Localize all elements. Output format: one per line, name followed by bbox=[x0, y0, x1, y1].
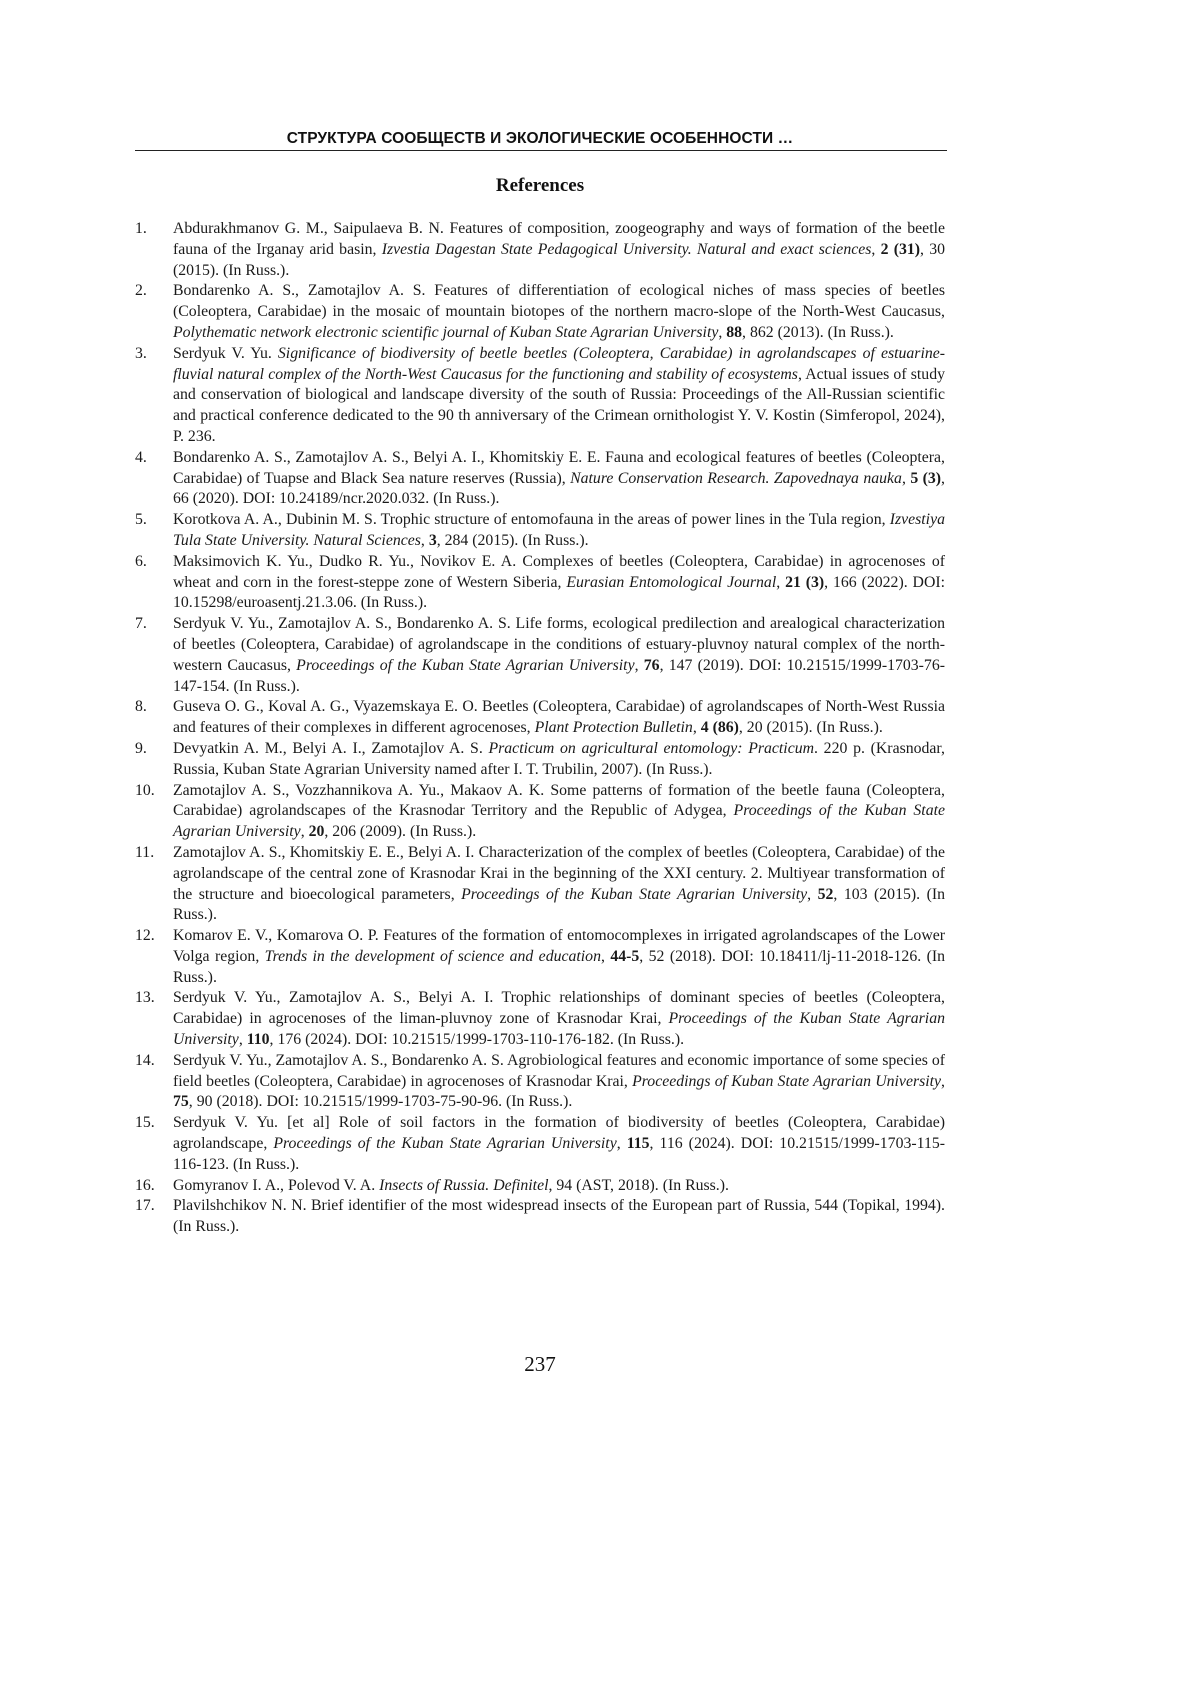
reference-volume: 76 bbox=[644, 657, 660, 674]
reference-text-segment: , bbox=[807, 886, 817, 903]
reference-text-segment: , bbox=[301, 823, 309, 840]
reference-item bbox=[135, 988, 945, 1050]
reference-source-title: Significance of biodiversity of beetle beetles (Coleoptera, Carabidae) in agrolandscapes of estuarine-fluvial natural complex of the North-West Caucasus for the functioning and stability of ecosystems bbox=[173, 345, 945, 383]
reference-item bbox=[135, 448, 945, 510]
reference-number: 13. bbox=[135, 988, 155, 1009]
reference-text-segment: Bondarenko A. S., Zamotajlov A. S. Features of differentiation of ecological niches of mass species of beetles (Coleoptera, Carabidae) in the mosaic of mountain biotopes of the northern macro-slope of the North-West Caucasus, bbox=[173, 282, 945, 320]
reference-volume: 110 bbox=[247, 1031, 270, 1048]
reference-volume: 3 bbox=[429, 532, 437, 549]
reference-number: 16. bbox=[135, 1176, 155, 1197]
reference-item bbox=[135, 739, 945, 781]
reference-volume: 21 (3) bbox=[785, 574, 824, 591]
reference-source-title: Proceedings of the Kuban State Agrarian University bbox=[461, 886, 807, 903]
reference-item bbox=[135, 344, 945, 448]
reference-source-title: Proceedings of the Kuban State Agrarian University bbox=[173, 802, 945, 840]
reference-text bbox=[173, 989, 945, 1048]
reference-list bbox=[135, 219, 945, 1238]
reference-text-segment: Abdurakhmanov G. M., Saipulaeva B. N. Features of composition, zoogeography and ways of formation of the beetle fauna of the Irganay arid basin, bbox=[173, 220, 945, 258]
reference-source-title: Proceedings of the Kuban State Agrarian University bbox=[296, 657, 634, 674]
reference-volume: 4 (86) bbox=[701, 719, 739, 736]
reference-volume: 20 bbox=[309, 823, 325, 840]
reference-volume: 44-5 bbox=[610, 948, 639, 965]
reference-source-title: Proceedings of the Kuban State Agrarian University bbox=[273, 1135, 616, 1152]
reference-item bbox=[135, 1113, 945, 1175]
reference-text-segment: , bbox=[635, 657, 644, 674]
reference-item bbox=[135, 281, 945, 343]
reference-text-segment: Zamotajlov A. S., Khomitskiy E. E., Belyi A. I. Characterization of the complex of beetles (Coleoptera, Carabidae) of the agrolandscape of the central zone of Krasnodar Krai in the beginning of the XXI century. 2. Multiyear transformation of the structure and bioecological parameters, bbox=[173, 844, 945, 903]
reference-number: 5. bbox=[135, 510, 147, 531]
reference-source-title: Polythematic network electronic scientific journal of Kuban State Agrarian University bbox=[173, 324, 718, 341]
reference-item bbox=[135, 552, 945, 614]
reference-text bbox=[173, 927, 945, 986]
reference-text-segment: , 176 (2024). DOI: 10.21515/1999-1703-110-176-182. (In Russ.). bbox=[270, 1031, 684, 1048]
reference-text bbox=[173, 1052, 945, 1111]
reference-number: 12. bbox=[135, 926, 155, 947]
reference-source-title: Practicum on agricultural entomology: Practicum bbox=[488, 740, 814, 757]
reference-number: 11. bbox=[135, 843, 154, 864]
reference-text-segment: , 166 (2022). DOI: 10.15298/euroasentj.21.3.06. (In Russ.). bbox=[173, 574, 945, 612]
reference-text bbox=[173, 553, 945, 612]
reference-source-title: Izvestiya Tula State University. Natural Sciences bbox=[173, 511, 945, 549]
reference-number: 3. bbox=[135, 344, 147, 365]
reference-text-segment: Gomyranov I. A., Polevod V. A. bbox=[173, 1177, 379, 1194]
reference-text-segment: Zamotajlov A. S., Vozzhannikova A. Yu., Makaov A. K. Some patterns of formation of the beetle fauna (Coleoptera, Carabidae) agrolandscapes of the Krasnodar Territory and the Republic of Adygea, bbox=[173, 782, 945, 820]
reference-text bbox=[173, 698, 945, 736]
reference-text-segment: Serdyuk V. Yu., Zamotajlov A. S., Belyi A. I. Trophic relationships of dominant species of beetles (Coleoptera, Carabidae) in agrocenoses of the liman-pluvnoy zone of Krasnodar Krai, bbox=[173, 989, 945, 1027]
reference-number: 1. bbox=[135, 219, 147, 240]
reference-text-segment: , 206 (2009). (In Russ.). bbox=[324, 823, 476, 840]
reference-text bbox=[173, 449, 945, 508]
reference-source-title: Trends in the development of science and education bbox=[265, 948, 601, 965]
section-title: References bbox=[135, 175, 945, 197]
reference-text-segment: , bbox=[776, 574, 785, 591]
reference-source-title: Proceedings of the Kuban State Agrarian University bbox=[173, 1010, 945, 1048]
reference-text-segment: , bbox=[941, 1073, 945, 1090]
reference-text-segment: , 862 (2013). (In Russ.). bbox=[742, 324, 894, 341]
reference-volume: 2 (31) bbox=[881, 241, 920, 258]
reference-number: 7. bbox=[135, 614, 147, 635]
reference-text bbox=[173, 282, 945, 341]
reference-text bbox=[173, 1197, 945, 1235]
journal-page bbox=[0, 0, 1200, 1698]
reference-text-segment: Komarov E. V., Komarova O. P. Features of the formation of entomocomplexes in irrigated agrolandscapes of the Lower Volga region, bbox=[173, 927, 945, 965]
reference-text-segment: Serdyuk V. Yu. bbox=[173, 345, 278, 362]
reference-source-title: Proceedings of Kuban State Agrarian University bbox=[632, 1073, 941, 1090]
reference-source-title: Nature Conservation Research. Zapovednaya nauka bbox=[570, 470, 902, 487]
reference-number: 6. bbox=[135, 552, 147, 573]
reference-item bbox=[135, 614, 945, 697]
reference-item bbox=[135, 510, 945, 552]
reference-text-segment: Korotkova A. A., Dubinin M. S. Trophic structure of entomofauna in the areas of power lines in the Tula region, bbox=[173, 511, 890, 528]
reference-volume: 115 bbox=[627, 1135, 650, 1152]
reference-text-segment: , bbox=[601, 948, 610, 965]
reference-text bbox=[173, 1114, 945, 1173]
reference-text-segment: , 52 (2018). DOI: 10.18411/lj-11-2018-126. (In Russ.). bbox=[173, 948, 945, 986]
reference-item bbox=[135, 843, 945, 926]
reference-item bbox=[135, 1051, 945, 1113]
reference-item bbox=[135, 781, 945, 843]
header-rule bbox=[135, 150, 947, 151]
reference-text-segment: , bbox=[871, 241, 880, 258]
reference-source-title: Plant Protection Bulletin bbox=[535, 719, 693, 736]
reference-text-segment: , Actual issues of study and conservation of biological and landscape diversity of the south of Russia: Proceedings of the All-Russian scientific and practical conference dedicated to the 90 th anniversary of the Crimean ornithologist Y. V. Kostin (Simferopol, 2024), P. 236. bbox=[173, 366, 945, 445]
reference-text-segment: Serdyuk V. Yu. [et al] Role of soil factors in the formation of biodiversity of beetles (Coleoptera, Carabidae) agrolandscape, bbox=[173, 1114, 945, 1152]
reference-number: 8. bbox=[135, 697, 147, 718]
reference-source-title: Insects of Russia. Definitel bbox=[379, 1177, 548, 1194]
reference-text-segment: Guseva O. G., Koval A. G., Vyazemskaya E. O. Beetles (Coleoptera, Carabidae) of agrolandscapes of North-West Russia and features of their complexes in different agrocenoses, bbox=[173, 698, 945, 736]
reference-number: 4. bbox=[135, 448, 147, 469]
reference-text bbox=[173, 511, 945, 549]
reference-item bbox=[135, 697, 945, 739]
running-header: СТРУКТУРА СООБЩЕСТВ И ЭКОЛОГИЧЕСКИЕ ОСОБЕННОСТИ … bbox=[135, 130, 945, 148]
reference-text-segment: , bbox=[239, 1031, 247, 1048]
reference-number: 14. bbox=[135, 1051, 155, 1072]
reference-text-segment: Serdyuk V. Yu., Zamotajlov A. S., Bondarenko A. S. Life forms, ecological predilection and arealogical characterization of beetles (Coleoptera, Carabidae) of agrolandscape in the conditions of estuary-pluvnoy natural complex of the north-western Caucasus, bbox=[173, 615, 945, 674]
reference-text-segment: , bbox=[718, 324, 726, 341]
reference-number: 9. bbox=[135, 739, 147, 760]
reference-text-segment: , 116 (2024). DOI: 10.21515/1999-1703-115-116-123. (In Russ.). bbox=[173, 1135, 945, 1173]
reference-item bbox=[135, 1196, 945, 1238]
reference-text-segment: , 30 (2015). (In Russ.). bbox=[173, 241, 945, 279]
reference-text bbox=[173, 345, 945, 445]
reference-text-segment: , 94 (AST, 2018). (In Russ.). bbox=[548, 1177, 728, 1194]
reference-number: 15. bbox=[135, 1113, 155, 1134]
reference-text bbox=[173, 844, 945, 923]
reference-text-segment: , 147 (2019). DOI: 10.21515/1999-1703-76-147-154. (In Russ.). bbox=[173, 657, 945, 695]
reference-text-segment: , 284 (2015). (In Russ.). bbox=[437, 532, 589, 549]
page-number: 237 bbox=[135, 1352, 945, 1377]
reference-text bbox=[173, 1177, 729, 1194]
reference-text-segment: , bbox=[617, 1135, 627, 1152]
reference-item bbox=[135, 219, 945, 281]
reference-source-title: Izvestia Dagestan State Pedagogical University. Natural and exact sciences bbox=[382, 241, 872, 258]
reference-number: 10. bbox=[135, 781, 155, 802]
reference-volume: 52 bbox=[818, 886, 834, 903]
reference-volume: 88 bbox=[726, 324, 742, 341]
reference-text-segment: , bbox=[902, 470, 910, 487]
reference-text bbox=[173, 740, 945, 778]
reference-text-segment: . 220 p. (Krasnodar, Russia, Kuban State Agrarian University named after I. T. Trubilin, 2007). (In Russ.). bbox=[173, 740, 945, 778]
reference-text-segment: , 90 (2018). DOI: 10.21515/1999-1703-75-90-96. (In Russ.). bbox=[189, 1093, 572, 1110]
reference-text-segment: , 66 (2020). DOI: 10.24189/ncr.2020.032. (In Russ.). bbox=[173, 470, 945, 508]
reference-text bbox=[173, 782, 945, 841]
reference-text-segment: , bbox=[421, 532, 429, 549]
reference-text bbox=[173, 615, 945, 694]
reference-item bbox=[135, 926, 945, 988]
reference-volume: 5 (3) bbox=[910, 470, 941, 487]
reference-number: 17. bbox=[135, 1196, 155, 1217]
reference-source-title: Eurasian Entomological Journal bbox=[566, 574, 776, 591]
reference-text-segment: Devyatkin A. M., Belyi A. I., Zamotajlov A. S. bbox=[173, 740, 488, 757]
reference-item bbox=[135, 1176, 945, 1197]
reference-text-segment: Plavilshchikov N. N. Brief identifier of the most widespread insects of the European part of Russia, 544 (Topikal, 1994). (In Russ.). bbox=[173, 1197, 945, 1235]
reference-text-segment: Serdyuk V. Yu., Zamotajlov A. S., Bondarenko A. S. Agrobiological features and economic importance of some species of field beetles (Coleoptera, Carabidae) in agrocenoses of Krasnodar Krai, bbox=[173, 1052, 945, 1090]
reference-text-segment: , bbox=[693, 719, 701, 736]
reference-text-segment: Bondarenko A. S., Zamotajlov A. S., Belyi A. I., Khomitskiy E. E. Fauna and ecological features of beetles (Coleoptera, Carabidae) of Tuapse and Black Sea nature reserves (Russia), bbox=[173, 449, 945, 487]
reference-text-segment: , 20 (2015). (In Russ.). bbox=[739, 719, 883, 736]
reference-text-segment: , 103 (2015). (In Russ.). bbox=[173, 886, 945, 924]
reference-volume: 75 bbox=[173, 1093, 189, 1110]
reference-text bbox=[173, 220, 945, 279]
reference-text-segment: Maksimovich K. Yu., Dudko R. Yu., Novikov E. A. Complexes of beetles (Coleoptera, Carabidae) in agrocenoses of wheat and corn in the forest-steppe zone of Western Siberia, bbox=[173, 553, 945, 591]
reference-number: 2. bbox=[135, 281, 147, 302]
